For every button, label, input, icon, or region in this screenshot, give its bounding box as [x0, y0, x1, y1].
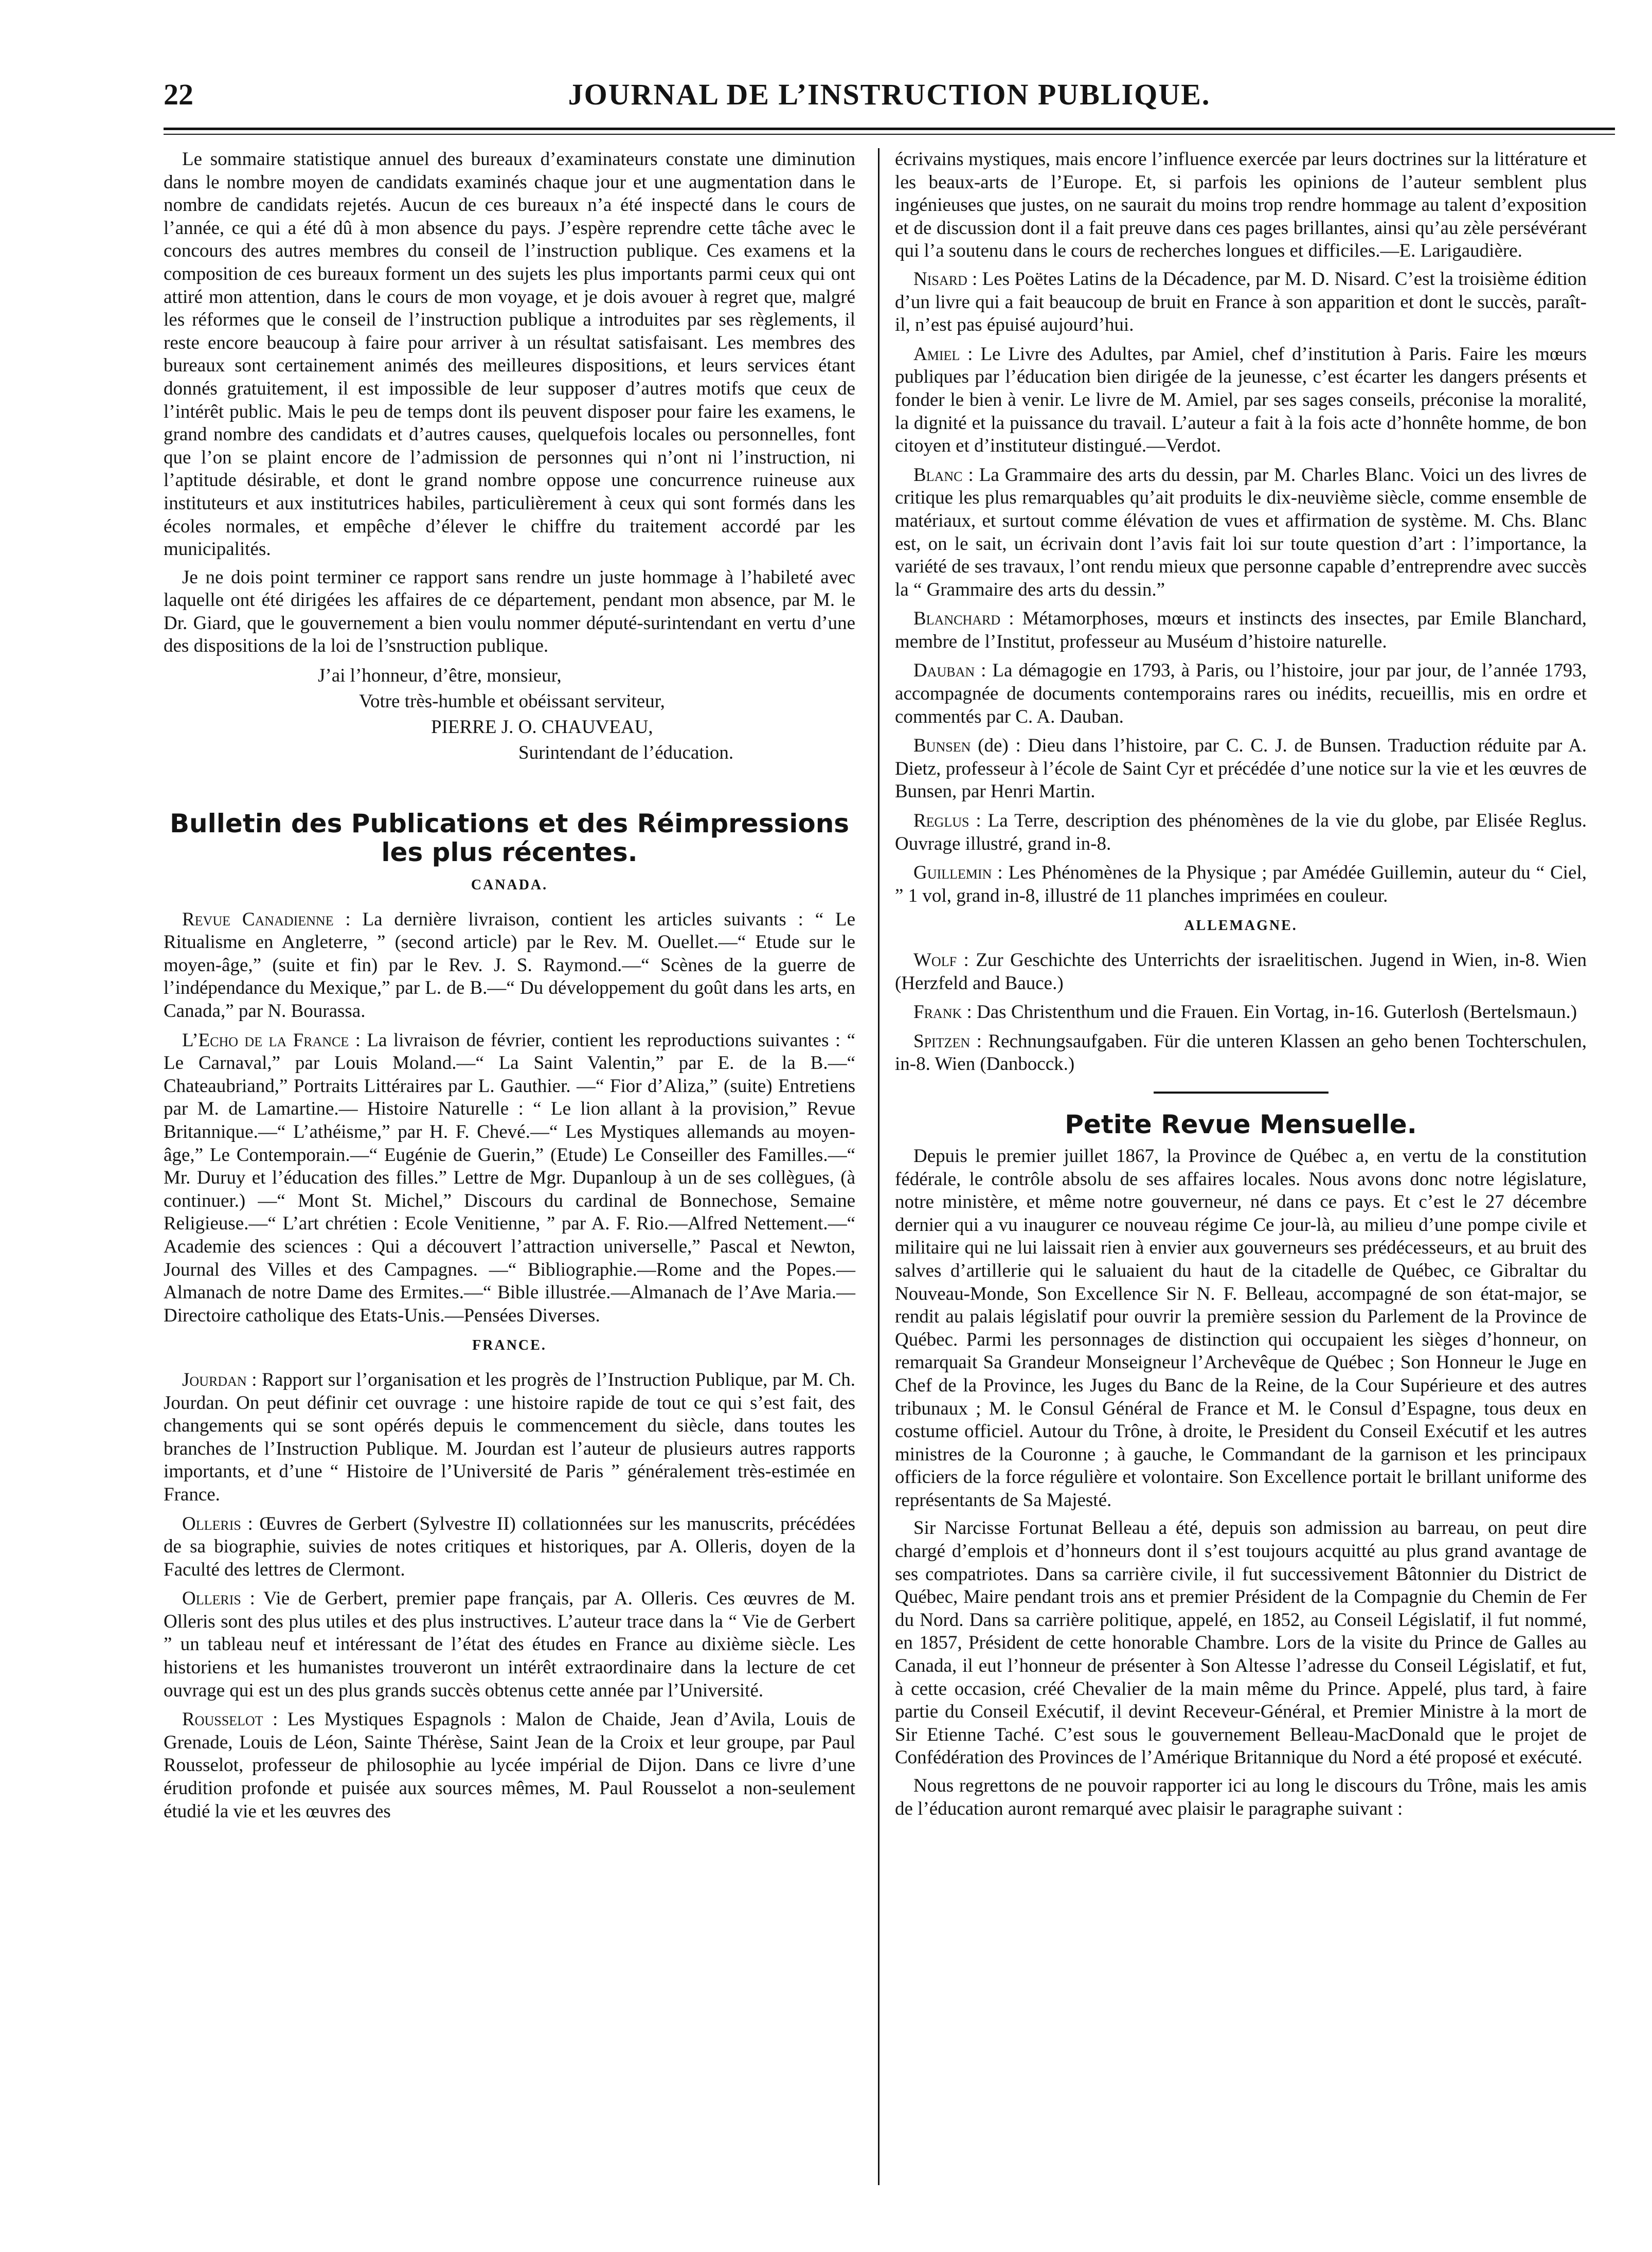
entry-text: (de) : Dieu dans l’histoire, par C. C. J. de Bunsen. Traduction réduite par A. Dietz, professeur à l’école de Saint Cyr et précédée d’une notice sur la vie et les œuvres de Bunsen, par Henri Martin. — [895, 735, 1587, 802]
entry-name: Jourdan — [182, 1369, 247, 1390]
left-column — [164, 148, 855, 1829]
entry-name: Blanc — [913, 464, 963, 486]
allemagne-heading: ALLEMAGNE. — [1184, 918, 1298, 934]
entry-name: Revue Canadienne — [182, 908, 334, 930]
entry-name: L’Echo de la France — [182, 1029, 349, 1051]
entry-text: : Métamorphoses, mœurs et instincts des insectes, par Emile Blanchard, membre de l’Institut, professeur au Muséum d’histoire naturelle. — [895, 608, 1587, 652]
letter-closing — [164, 663, 855, 766]
report-paragraph: Le sommaire statistique annuel des bureaux d’examinateurs constate une diminution dans le nombre moyen de candidats examinés chaque jour et une augmentation dans le nombre de candidats rejetés. Aucun de ces bureaux n’a été inspecté dans le cours de l’année, ce qui a été dû à mon absence du pays. J’espère reprendre cette tâche avec le concours des autres membres du conseil de l’instruction publique. Ces examens et la composition de ces bureaux forment un des sujets les plus importants parmi ceux qui ont attiré mon attention, dans le cours de mon voyage, et je dois avouer à regret que, malgré les réformes que le conseil de l’instruction publique a introduites par ses règlements, il reste encore beaucoup à faire pour arriver à un résultat satisfaisant. Les membres des bureaux sont certainement animés des meilleures dispositions, et leurs services étant donnés gratuitement, il est impossible de leur supposer d’autres motifs que ceux de l’intérêt public. Mais le peu de temps dont ils peuvent disposer pour faire les examens, le grand nombre des candidats et d’autres causes, quelquefois locales ou personnelles, font que l’on se plaint encore de l’admission de personnes qui n’ont ni l’instruction, ni l’aptitude désirable, et dont le grand nombre oppose une concurrence ruineuse aux instituteurs et aux institutrices habiles, particulièrement à ceux qui sont formés dans les écoles normales, et empêche d’élever le chiffre du traitement accordé par les municipalités. — [164, 149, 855, 560]
section-divider — [1154, 1092, 1328, 1094]
revue-paragraph: Depuis le premier juillet 1867, la Province de Québec a, en vertu de la constitution fédérale, le contrôle absolu de ses affaires locales. Nous avons donc notre législature, notre ministère, et même notre gouverneur, né dans ce pays. Et c’est le 27 décembre dernier qui a vu inaugurer ce nouveau régime Ce jour-là, au milieu d’une pompe civile et militaire qui ne lui laissait rien à envier aux gouverneurs ses prédécesseurs, et au bruit des salves d’artillerie qui le saluaient du haut de la citadelle de Québec, ce Gibraltar du Nouveau-Monde, Son Excellence Sir N. F. Belleau, accompagné de son état-major, se rendit au palais législatif pour ouvrir la première session du Parlement de la Province de Québec. Parmi les personnages de distinction qui occupaient les sièges d’honneur, on remarquait Sa Grandeur Monseigneur l’Archevêque de Québec ; Son Honneur le Juge en Chef de la Province, les Juges du Banc de la Reine, de la Cour Supérieure et des autres tribunaux ; M. le Consul Général de France et M. le Consul d’Espagne, tous deux en costume officiel. Autour du Trône, à droite, le President du Conseil Exécutif et les autres ministres de la Couronne ; à gauche, le Commandant de la garnison et les principaux officiers de la force régulière et volontaire. Son Excellence portait le brillant uniforme des représentants de Sa Majesté. — [895, 1145, 1587, 1511]
entry-name: Nisard — [913, 268, 967, 290]
signature-title: Surintendant de l’éducation. — [518, 742, 734, 764]
publication-entry — [895, 343, 1587, 458]
entry-name: Olleris — [182, 1588, 241, 1610]
entry-name: Spitzen — [913, 1030, 971, 1052]
entry-text: : Das Christenthum und die Frauen. Ein Vortag, in-16. Guterlosh (Bertelsmaun.) — [962, 1002, 1577, 1023]
entry-name: Reglus — [913, 810, 969, 832]
publication-entry — [164, 1708, 855, 1823]
publication-entry — [895, 268, 1587, 337]
entry-text: : Les Mystiques Espagnols : Malon de Chaide, Jean d’Avila, Louis de Grenade, Louis de Léon, Sainte Thérèse, Saint Jean de la Croix et leur groupe, par Paul Rousselot, professeur de philosophie au lycée impérial de Dijon. Dans ce livre d’une érudition profonde et puisée aux sources mêmes, M. Paul Rousselot a non-seulement étudié la vie et les œuvres des — [164, 1709, 855, 1822]
publication-entry — [895, 810, 1587, 855]
report-paragraph: Je ne dois point terminer ce rapport sans rendre un juste hommage à l’habileté avec laquelle ont été dirigées les affaires de ce département, pendant mon absence, par M. le Dr. Giard, que le gouvernement a bien voulu nommer député-surintendant en vertu d’une des dispositions de la loi de l’snstruction publique. — [164, 566, 855, 657]
entry-name: Rousselot — [182, 1709, 263, 1730]
publication-entry — [895, 659, 1587, 728]
entry-name: Guillemin — [913, 862, 992, 884]
entry-name: Blanchard — [913, 608, 1001, 630]
publication-entry — [895, 1030, 1587, 1076]
running-title: JOURNAL DE L’INSTRUCTION PUBLIQUE. — [568, 78, 1211, 111]
publication-entry — [164, 1029, 855, 1328]
entry-text: : La Terre, description des phénomènes de la vie du globe, par Elisée Reglus. Ouvrage illustré, grand in-8. — [895, 810, 1587, 854]
publication-entry — [164, 1369, 855, 1507]
publication-entry — [895, 949, 1587, 995]
entry-name: Dauban — [913, 660, 975, 682]
entry-name: Frank — [913, 1002, 962, 1023]
revue-title: Petite Revue Mensuelle. — [1065, 1109, 1417, 1139]
entry-text: : La démagogie en 1793, à Paris, ou l’histoire, jour par jour, de l’année 1793, accompagnée de documents contemporains rares ou inédits, recueillis, mis en ordre et commentés par C. A. Dauban. — [895, 660, 1587, 727]
canada-heading: CANADA. — [471, 877, 548, 893]
entry-text: : Rapport sur l’organisation et les progrès de l’Instruction Publique, par M. Ch. Jourdan. On peut définir cet ouvrage : une histoire rapide de tout ce qui s’est fait, des changements qui se sont opérés depuis le commencement du siècle, dans toutes les branches de l’Instruction Publique. M. Jourdan est l’auteur de plusieurs autres rapports importants, et d’une “ Histoire de l’Université de Paris ” généralement très-estimée en France. — [164, 1369, 855, 1505]
entry-text: : Le Livre des Adultes, par Amiel, chef d’institution à Paris. Faire les mœurs publiques par l’éducation bien dirigée de la jeunesse, c’est écarter les dangers présents et fonder le bien à venir. Le livre de M. Amiel, par ses sages conseils, préconise la moralité, la dignité et la puissance du travail. L’auteur a fait à la fois acte d’honnête homme, de bon citoyen et d’instituteur distingué.—Verdot. — [895, 343, 1587, 457]
entry-text: : La livraison de février, contient les reproductions suivantes : “ Le Carnaval,” par Louis Moland.—“ La Saint Valentin,” par E. de la B.—“ Chateaubriand,” Portraits Littéraires par L. Gauthier. —“ Fior d’Aliza,” (suite) Entretiens par M. de Lamartine.— Histoire Naturelle : “ Le lion allant à la provision,” Revue Britannique.—“ L’athéisme,” par H. F. Chevé.—“ Les Mystiques allemands au moyen-âge,” Le Contemporain.—“ Eugénie de Guerin,” (Etude) Le Conseiller des Familles.—“ Mr. Duruy et l’éducation des filles.” Lettre de Mgr. Dupanloup à un de ses collègues, (à continuer.) —“ Mont St. Michel,” Discours du cardinal de Bonnechose, Semaine Religieuse.—“ L’art chrétien : Ecole Venitienne, ” par A. F. Rio.—Alfred Nettement.—“ Academie des sciences : Qui a découvert l’attraction universelle,” Pascal et Newton, Journal des Villes et des Campagnes. —“ Bibliographie.—Rome and the Popes.— Almanach de notre Dame des Ermites.—“ Bible illustrée.—Almanach de l’Ave Maria.—Directoire catholique des Etats-Unis.—Pensées Diverses. — [164, 1029, 855, 1326]
entry-text: : Les Phénomènes de la Physique ; par Amédée Guillemin, auteur du “ Ciel, ” 1 vol, grand in-8, illustré de 11 planches imprimées en couleur. — [895, 862, 1587, 906]
entry-text: : Les Poëtes Latins de la Décadence, par M. D. Nisard. C’est la troisième édition d’un livre qui a fait beaucoup de bruit en France à son apparition et dont le succès, paraît-il, n’est pas épuisé aujourd’hui. — [895, 268, 1587, 336]
entry-text: : Vie de Gerbert, premier pape français, par A. Olleris. Ces œuvres de M. Olleris sont des plus utiles et des plus instructives. L’auteur trace dans la “ Vie de Gerbert ” un tableau neuf et intéressant de l’état des études en France au dixième siècle. Les historiens et les humanistes trouveront un intérêt extraordinaire dans la lecture de cet ouvrage qui est un des plus grands succès obtenus cette année par l’Université. — [164, 1588, 855, 1701]
continued-paragraph: écrivains mystiques, mais encore l’influence exercée par leurs doctrines sur la littérature et les beaux-arts de l’Europe. Et, si parfois les opinions de l’auteur semblent plus ingénieuses que justes, on ne saurait du moins trop rendre hommage au talent d’exposition et de discussion dont il a fait preuve dans ces pages brillantes, ainsi qu’au zèle persévérant qui l’a soutenu dans le cours de recherches longues et difficiles.—E. Larigaudière. — [895, 149, 1587, 262]
entry-text: : Rechnungsaufgaben. Für die unteren Klassen an geho benen Tochterschulen, in-8. Wien (Danbocck.) — [895, 1030, 1587, 1075]
bulletin-title: Bulletin des Publications et des Réimpressions les plus récentes. — [169, 809, 850, 868]
entry-name: Amiel — [913, 343, 960, 365]
publication-entry — [164, 1513, 855, 1582]
header-rule-thin — [164, 134, 1615, 135]
france-heading: FRANCE. — [472, 1337, 547, 1354]
entry-text: : La Grammaire des arts du dessin, par M. Charles Blanc. Voici un des livres de critique les plus remarquables qu’ait produits le dix-neuvième siècle, comme ensemble de matériaux, et surtout comme élévation de vues et affirmation de système. M. Chs. Blanc est, on le sait, un écrivain dont l’avis fait loi sur toute question d’art : l’importance, la variété de ses travaux, l’ont rendu mieux que personne capable d’entreprendre avec succès la “ Grammaire des arts du dessin.” — [895, 464, 1587, 600]
publication-entry — [164, 908, 855, 1023]
header-rule-thick — [164, 128, 1615, 130]
publication-entry — [895, 735, 1587, 803]
entry-text: : Zur Geschichte des Unterrichts der israelitischen. Jugend in Wien, in-8. Wien (Herzfeld and Bauce.) — [895, 950, 1587, 994]
entry-name: Olleris — [182, 1513, 241, 1534]
publication-entry — [895, 1001, 1587, 1024]
column-divider — [878, 148, 879, 2185]
closing-line: Votre très-humble et obéissant serviteur, — [359, 691, 665, 712]
publication-entry — [895, 464, 1587, 602]
entry-text: : Œuvres de Gerbert (Sylvestre II) collationnées sur les manuscrits, précédées de sa biographie, suivies de notes critiques et historiques, par A. Olleris, doyen de la Faculté des lettres de Clermont. — [164, 1513, 855, 1580]
revue-paragraph: Nous regrettons de ne pouvoir rapporter ici au long le discours du Trône, mais les amis de l’éducation auront remarqué avec plaisir le paragraphe suivant : — [895, 1775, 1587, 1819]
page-number: 22 — [164, 78, 193, 111]
entry-name: Wolf — [913, 950, 957, 971]
page-header — [164, 77, 1615, 118]
entry-name: Bunsen — [913, 735, 971, 757]
signature-name: PIERRE J. O. CHAUVEAU, — [431, 717, 653, 738]
closing-line: J’ai l’honneur, d’être, monsieur, — [318, 665, 562, 687]
revue-paragraph: Sir Narcisse Fortunat Belleau a été, depuis son admission au barreau, on peut dire chargé d’emplois et d’honneurs dont il s’est toujours acquitté au plus grand avantage de ses compatriotes. Dans sa carrière civile, il fut successivement Bâtonnier du District de Québec, Maire pendant trois ans et premier Président de la Compagnie du Chemin de Fer du Nord. Dans sa carrière politique, appelé, en 1852, au Conseil Législatif, il fut nommé, en 1857, Président de cette honorable Chambre. Lors de la visite du Prince de Galles au Canada, il eut l’honneur de présenter à Son Altesse l’adresse du Conseil Législatif, et fut, à cette occasion, créé Chevalier de la main même du Prince. Appelé, plus tard, à faire partie du Conseil Exécutif, il devint Receveur-Général, et Premier Ministre à la mort de Sir Etienne Taché. C’est sous le gouvernement Belleau-MacDonald que le projet de Confédération des Provinces de l’Amérique Britannique du Nord a été proposé et exécuté. — [895, 1517, 1587, 1768]
publication-entry — [164, 1587, 855, 1702]
entry-text: : La dernière livraison, contient les articles suivants : “ Le Ritualisme en Angleterre, ” (second article) par le Rev. M. Ouellet.—“ Etude sur le moyen-âge,” (suite et fin) par le Rev. J. S. Raymond.—“ Scènes de la guerre de l’indépendance du Mexique,” par L. de B.—“ Du développement du goût dans les arts, en Canada,” par N. Bourassa. — [164, 908, 855, 1022]
right-column — [895, 148, 1587, 1826]
publication-entry — [895, 607, 1587, 653]
publication-entry — [895, 862, 1587, 907]
